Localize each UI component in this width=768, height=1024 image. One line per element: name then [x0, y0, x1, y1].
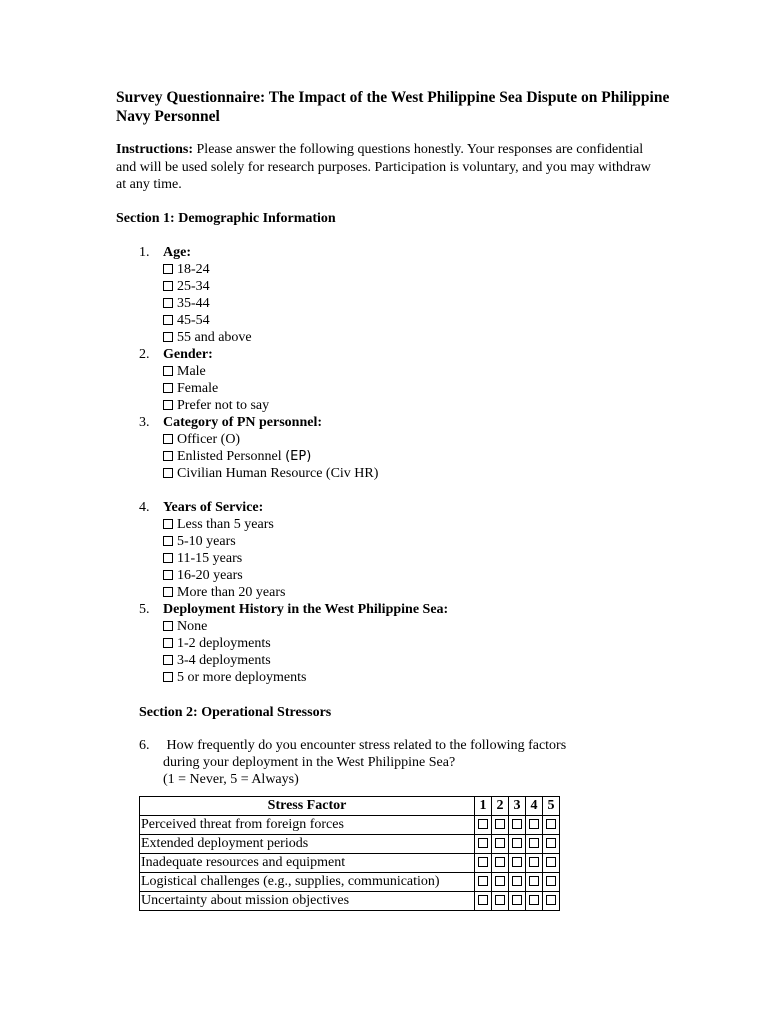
checkbox-icon[interactable] [163, 298, 173, 308]
rating-checkbox[interactable] [546, 819, 556, 829]
question-years-of-service [139, 499, 699, 601]
stress-factor-label: Uncertainty about mission objectives [140, 892, 475, 911]
rating-checkbox[interactable] [478, 857, 488, 867]
section-1-title: Section 1: Demographic Information [116, 211, 336, 226]
question-deployment-history [139, 601, 699, 686]
rating-checkbox[interactable] [495, 857, 505, 867]
instructions-label: Instructions: [116, 142, 194, 157]
checkbox-icon[interactable] [163, 621, 173, 631]
rating-checkbox[interactable] [529, 895, 539, 905]
checkbox-icon[interactable] [163, 587, 173, 597]
rating-checkbox[interactable] [495, 838, 505, 848]
checkbox-icon[interactable] [163, 451, 173, 461]
checkbox-icon[interactable] [163, 315, 173, 325]
rating-checkbox[interactable] [495, 876, 505, 886]
option-suffix: (EP) [285, 449, 312, 464]
stress-factor-label: Perceived threat from foreign forces [140, 816, 475, 835]
question-number: 1. [139, 245, 150, 260]
rating-checkbox[interactable] [495, 895, 505, 905]
rating-checkbox[interactable] [512, 876, 522, 886]
checkbox-icon[interactable] [163, 383, 173, 393]
rating-checkbox[interactable] [512, 857, 522, 867]
header-stress-factor: Stress Factor [140, 797, 475, 816]
header-scale-4: 4 [526, 797, 543, 816]
question-number: 2. [139, 347, 150, 362]
question-number: 5. [139, 602, 150, 617]
checkbox-icon[interactable] [163, 570, 173, 580]
question-label: Age: [163, 245, 191, 260]
rating-checkbox[interactable] [495, 819, 505, 829]
header-scale-5: 5 [543, 797, 560, 816]
question-age [139, 244, 699, 346]
instructions-paragraph [116, 141, 661, 194]
checkbox-icon[interactable] [163, 281, 173, 291]
header-scale-1: 1 [475, 797, 492, 816]
checkbox-icon[interactable] [163, 468, 173, 478]
question-scale-note: (1 = Never, 5 = Always) [163, 772, 299, 787]
stress-factor-label: Inadequate resources and equipment [140, 854, 475, 873]
rating-checkbox[interactable] [546, 876, 556, 886]
question-category [139, 414, 699, 482]
question-text-line-2: during your deployment in the West Philippine Sea? [163, 755, 456, 770]
rating-checkbox[interactable] [478, 876, 488, 886]
option-gender-male[interactable]: Male [139, 363, 699, 380]
checkbox-icon[interactable] [163, 536, 173, 546]
rating-checkbox[interactable] [478, 838, 488, 848]
question-list-4-5 [139, 499, 699, 686]
checkbox-icon[interactable] [163, 434, 173, 444]
header-scale-2: 2 [492, 797, 509, 816]
option-category-enlisted[interactable]: Enlisted Personnel (EP) [139, 448, 699, 465]
rating-checkbox[interactable] [529, 857, 539, 867]
option-gender-prefer-not[interactable]: Prefer not to say [139, 397, 699, 414]
stress-factor-label: Logistical challenges (e.g., supplies, communication) [140, 873, 475, 892]
rating-checkbox[interactable] [546, 857, 556, 867]
table-row [140, 873, 560, 892]
rating-checkbox[interactable] [546, 895, 556, 905]
table-header-row [140, 797, 560, 816]
question-number: 6. [139, 738, 150, 753]
option-deploy-1-2[interactable]: 1-2 deployments [139, 635, 699, 652]
checkbox-icon[interactable] [163, 264, 173, 274]
checkbox-icon[interactable] [163, 638, 173, 648]
table-row [140, 854, 560, 873]
rating-checkbox[interactable] [512, 838, 522, 848]
option-years-more-20[interactable]: More than 20 years [139, 584, 699, 601]
option-years-11-15[interactable]: 11-15 years [139, 550, 699, 567]
option-gender-female[interactable]: Female [139, 380, 699, 397]
rating-checkbox[interactable] [478, 819, 488, 829]
rating-checkbox[interactable] [478, 895, 488, 905]
option-category-civilian[interactable]: Civilian Human Resource (Civ HR) [139, 465, 699, 482]
question-number: 4. [139, 500, 150, 515]
header-scale-3: 3 [509, 797, 526, 816]
checkbox-icon[interactable] [163, 332, 173, 342]
option-years-less-5[interactable]: Less than 5 years [139, 516, 699, 533]
table-row [140, 892, 560, 911]
stress-factor-label: Extended deployment periods [140, 835, 475, 854]
option-deploy-5-more[interactable]: 5 or more deployments [139, 669, 699, 686]
option-age-25-34[interactable]: 25-34 [139, 278, 699, 295]
checkbox-icon[interactable] [163, 672, 173, 682]
rating-checkbox[interactable] [529, 876, 539, 886]
question-label: Years of Service: [163, 500, 264, 515]
question-list-1-3 [139, 244, 699, 482]
option-age-45-54[interactable]: 45-54 [139, 312, 699, 329]
checkbox-icon[interactable] [163, 655, 173, 665]
survey-title: Survey Questionnaire: The Impact of the West Philippine Sea Dispute on Philippine Navy Personnel [116, 89, 670, 125]
question-number: 3. [139, 415, 150, 430]
rating-checkbox[interactable] [529, 819, 539, 829]
question-gender [139, 346, 699, 414]
option-years-16-20[interactable]: 16-20 years [139, 567, 699, 584]
checkbox-icon[interactable] [163, 519, 173, 529]
option-deploy-none[interactable]: None [139, 618, 699, 635]
option-age-35-44[interactable]: 35-44 [139, 295, 699, 312]
section-2-title: Section 2: Operational Stressors [139, 705, 332, 720]
checkbox-icon[interactable] [163, 400, 173, 410]
rating-checkbox[interactable] [512, 819, 522, 829]
checkbox-icon[interactable] [163, 366, 173, 376]
question-text-line-1: How frequently do you encounter stress related to the following factors [166, 738, 567, 753]
question-label: Gender: [163, 347, 213, 362]
option-age-55-above[interactable]: 55 and above [139, 329, 699, 346]
question-stress-frequency [139, 737, 699, 788]
rating-checkbox[interactable] [512, 895, 522, 905]
question-label: Deployment History in the West Philippine Sea: [163, 602, 449, 617]
rating-checkbox[interactable] [529, 838, 539, 848]
option-years-5-10[interactable]: 5-10 years [139, 533, 699, 550]
option-age-18-24[interactable]: 18-24 [139, 261, 699, 278]
table-row [140, 835, 560, 854]
table-row [140, 816, 560, 835]
question-label: Category of PN personnel: [163, 415, 323, 430]
option-category-officer[interactable]: Officer (O) [139, 431, 699, 448]
checkbox-icon[interactable] [163, 553, 173, 563]
rating-checkbox[interactable] [546, 838, 556, 848]
instructions-text: Please answer the following questions honestly. Your responses are confidential and will be used solely for research purposes. Participation is voluntary, and you may withdraw at any time. [116, 142, 651, 192]
option-deploy-3-4[interactable]: 3-4 deployments [139, 652, 699, 669]
stress-factor-table [139, 796, 560, 911]
